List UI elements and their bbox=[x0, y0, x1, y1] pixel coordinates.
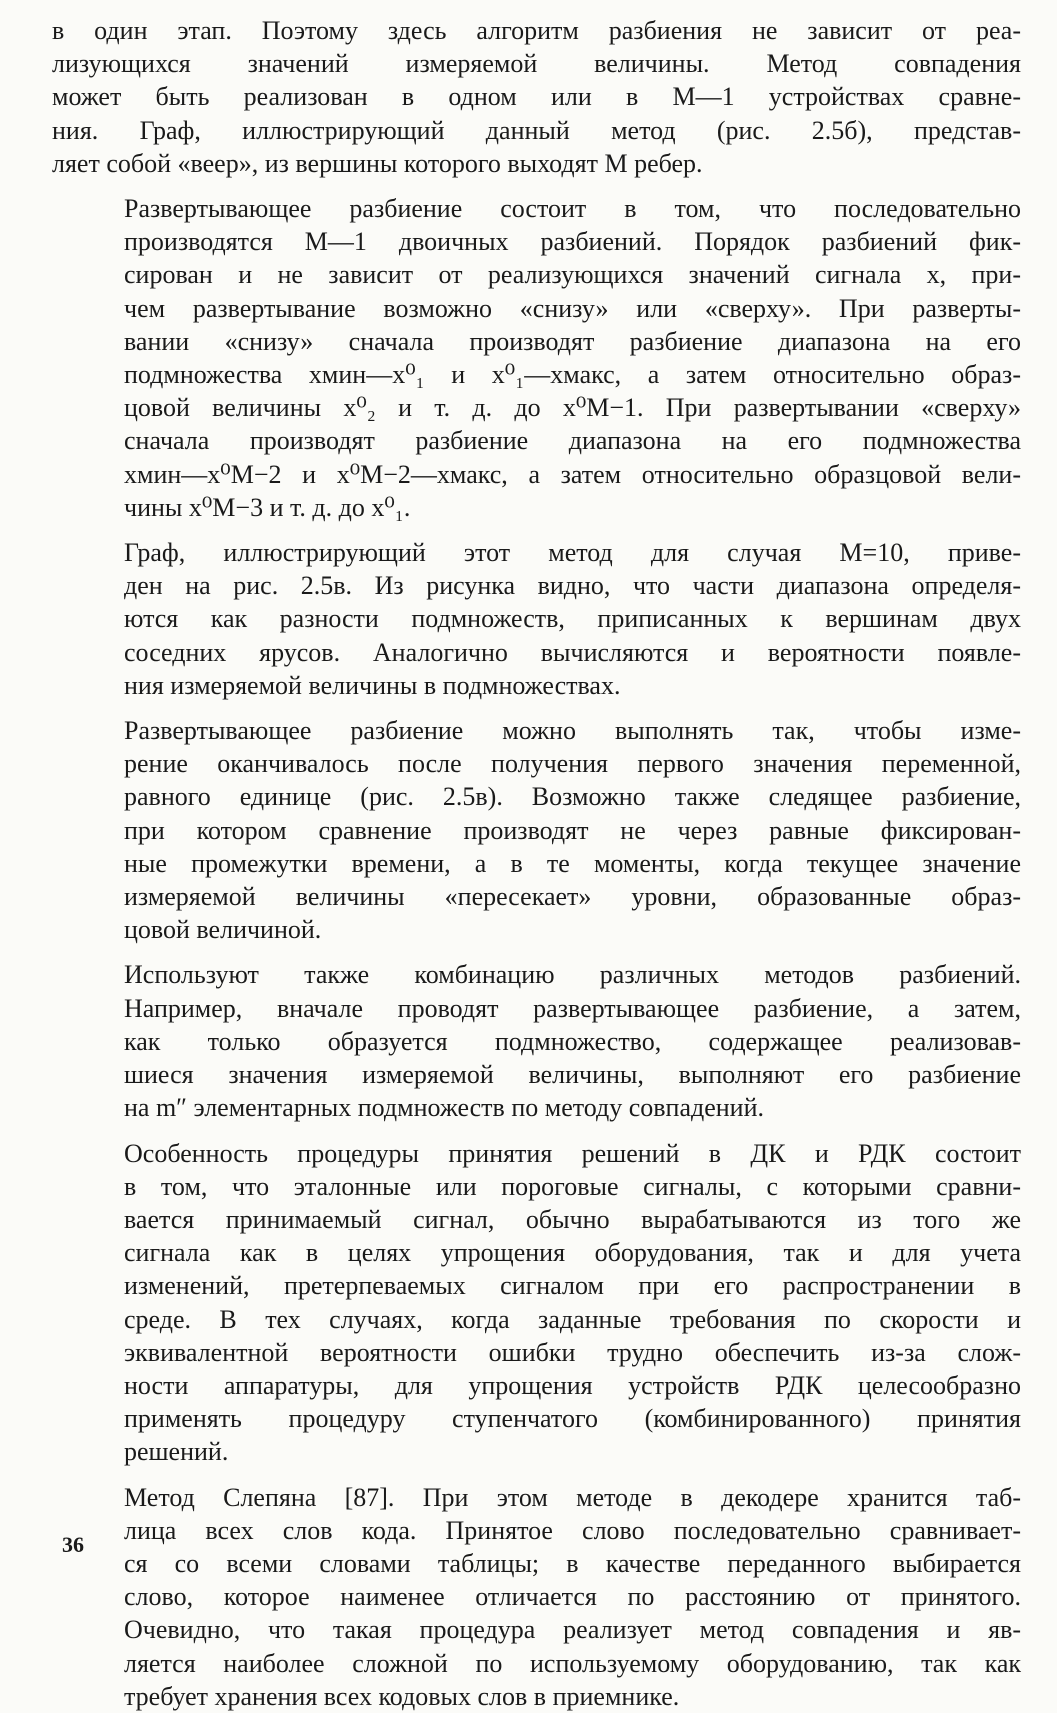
text-line: слово, которое наименее отличается по расстоянию от принятого. bbox=[124, 1582, 1021, 1612]
paragraph bbox=[52, 1137, 1021, 1469]
text-line: ся со всеми словами таблицы; в качестве переданного выбирается bbox=[124, 1548, 1021, 1578]
text-line: цовой величины x⁰₂ и т. д. до x⁰M−1. При развертывании «сверху» bbox=[124, 393, 1021, 423]
text-line: Например, вначале проводят развертывающее разбиение, а затем, bbox=[124, 993, 1021, 1023]
text-line: ляет собой «веер», из вершины которого выходят M ребер. bbox=[52, 148, 703, 178]
text-line: Используют также комбинацию различных методов разбиений. bbox=[124, 960, 1021, 990]
text-line: изменений, претерпеваемых сигналом при его распространении в bbox=[124, 1271, 1021, 1301]
paragraph bbox=[52, 958, 1021, 1124]
text-line: xмин—x⁰M−2 и x⁰M−2—xмакс, а затем относительно образцовой вели- bbox=[124, 459, 1021, 489]
text-line: лица всех слов кода. Принятое слово последовательно сравнивает- bbox=[124, 1515, 1021, 1545]
text-line: соседних ярусов. Аналогично вычисляются и вероятности появле- bbox=[124, 637, 1021, 667]
text-line: ния. Граф, иллюстрирующий данный метод (рис. 2.5б), представ- bbox=[52, 115, 1021, 145]
text-line: ляется наиболее сложной по используемому оборудованию, так как bbox=[124, 1648, 1021, 1678]
text-line: вании «снизу» сначала производят разбиение диапазона на его bbox=[124, 326, 1021, 356]
text-line: ния измеряемой величины в подмножествах. bbox=[124, 670, 621, 700]
text-line: измеряемой величины «пересекает» уровни, образованные образ- bbox=[124, 882, 1021, 912]
text-line: требует хранения всех кодовых слов в приемнике. bbox=[124, 1681, 680, 1711]
text-line: чины x⁰M−3 и т. д. до x⁰₁. bbox=[124, 492, 411, 522]
text-line: производятся M—1 двоичных разбиений. Порядок разбиений фик- bbox=[124, 227, 1021, 257]
text-line: равного единице (рис. 2.5в). Возможно также следящее разбиение, bbox=[124, 782, 1021, 812]
text-line: решений. bbox=[124, 1437, 229, 1467]
text-line: Особенность процедуры принятия решений в ДК и РДК состоит bbox=[124, 1138, 1021, 1168]
text-line: сирован и не зависит от реализующихся значений сигнала x, при- bbox=[124, 260, 1021, 290]
paragraph bbox=[52, 14, 1021, 180]
text-line: ден на рис. 2.5в. Из рисунка видно, что части диапазона определя- bbox=[124, 571, 1021, 601]
text-line: чем развертывание возможно «снизу» или «сверху». При разверты- bbox=[124, 293, 1021, 323]
text-line: ности аппаратуры, для упрощения устройств РДК целесообразно bbox=[124, 1370, 1021, 1400]
text-line: Развертывающее разбиение состоит в том, что последовательно bbox=[124, 194, 1021, 224]
text-line: Граф, иллюстрирующий этот метод для случая M=10, приве- bbox=[124, 538, 1021, 568]
text-line: сигнала как в целях упрощения оборудования, так и для учета bbox=[124, 1238, 1021, 1268]
page-number: 36 bbox=[62, 1532, 84, 1557]
text-line: эквивалентной вероятности ошибки трудно обеспечить из-за слож- bbox=[124, 1337, 1021, 1367]
text-line: Метод Слепяна [87]. При этом методе в декодере хранится таб- bbox=[124, 1482, 1021, 1512]
paragraph bbox=[52, 1481, 1021, 1713]
text-line: при котором сравнение производят не через равные фиксирован- bbox=[124, 815, 1021, 845]
text-line: лизующихся значений измеряемой величины. Метод совпадения bbox=[52, 49, 1021, 79]
text-line: в один этап. Поэтому здесь алгоритм разбиения не зависит от реа- bbox=[52, 16, 1021, 45]
paragraph bbox=[52, 536, 1021, 702]
paragraph bbox=[52, 714, 1021, 946]
text-line: ные промежутки времени, а в те моменты, когда текущее значение bbox=[124, 848, 1021, 878]
text-line: Очевидно, что такая процедура реализует метод совпадения и яв- bbox=[124, 1615, 1021, 1645]
text-line: подмножества xмин—x⁰₁ и x⁰₁—xмакс, а затем относительно образ- bbox=[124, 360, 1021, 390]
text-line: шиеся значения измеряемой величины, выполняют его разбиение bbox=[124, 1060, 1021, 1090]
text-line: в том, что эталонные или пороговые сигналы, с которыми сравни- bbox=[124, 1171, 1021, 1201]
text-line: цовой величиной. bbox=[124, 915, 322, 945]
text-line: на m″ элементарных подмножеств по методу совпадений. bbox=[124, 1093, 765, 1123]
text-line: сначала производят разбиение диапазона на его подмножества bbox=[124, 426, 1021, 456]
body-text bbox=[52, 14, 1021, 1713]
text-line: ются как разности подмножеств, приписанных к вершинам двух bbox=[124, 604, 1021, 634]
text-line: рение оканчивалось после получения первого значения переменной, bbox=[124, 749, 1021, 779]
text-line: как только образуется подмножество, содержащее реализовав- bbox=[124, 1026, 1021, 1056]
paragraph bbox=[52, 192, 1021, 524]
text-line: Развертывающее разбиение можно выполнять так, чтобы изме- bbox=[124, 716, 1021, 746]
text-line: может быть реализован в одном или в M—1 устройствах сравне- bbox=[52, 82, 1021, 112]
text-line: применять процедуру ступенчатого (комбинированного) принятия bbox=[124, 1404, 1021, 1434]
text-line: среде. В тех случаях, когда заданные требования по скорости и bbox=[124, 1304, 1021, 1334]
text-line: вается принимаемый сигнал, обычно вырабатываются из того же bbox=[124, 1204, 1021, 1234]
